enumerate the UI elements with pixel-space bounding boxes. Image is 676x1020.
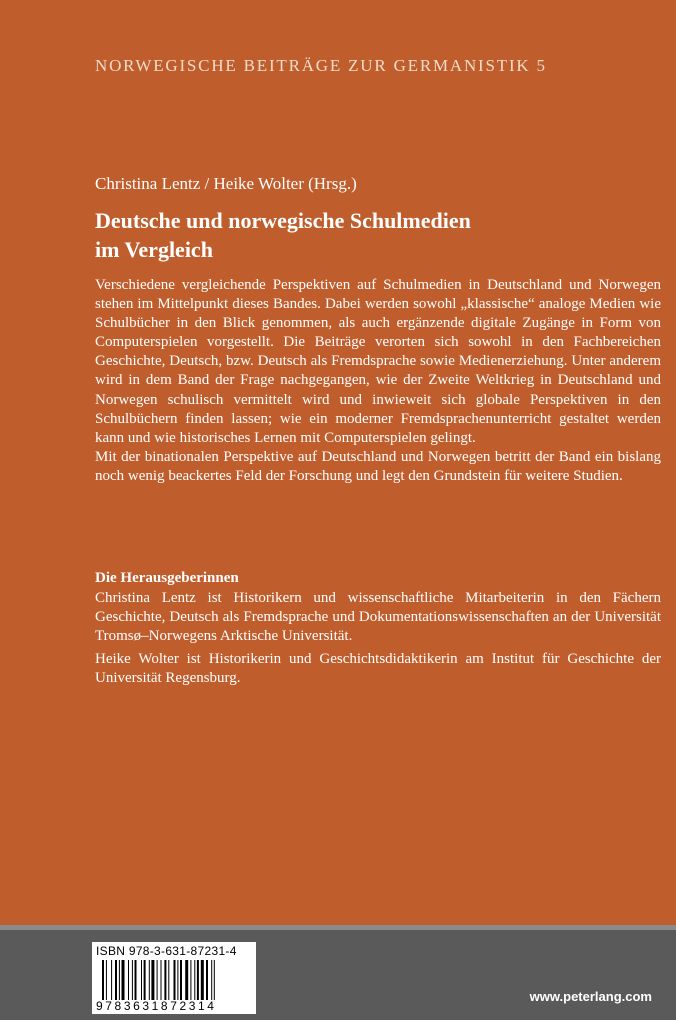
blurb: [95, 276, 661, 486]
blurb-paragraph-1: Verschiedene vergleichende Perspektiven auf Schulmedien in Deutschland und Norwegen stehen im Mittelpunkt dieses Bandes. Dabei werden sowohl „klassische“ analoge Medien wie Schulbücher in den Blick genommen, als auch ergänzende digitale Zugänge in Form von Computerspielen vorgestellt. Die Beiträge verorten sich sowohl in den Fachbereichen Geschichte, Deutsch, bzw. Deutsch als Fremdsprache sowie Medienerziehung. Unter anderem wird in dem Band der Frage nachgegangen, wie der Zweite Weltkrieg in Deutschland und Norwegen schulisch vermittelt wird und inwieweit sich globale Perspektiven in den Schulbüchern finden lassen; wie ein moderner Fremdsprachenunterricht gestaltet werden kann und wie historisches Lernen mit Computerspielen gelingt.: [95, 277, 661, 446]
bio-lentz: Christina Lentz ist Historikern und wissenschaftliche Mitarbeiterin in den Fächern Geschichte, Deutsch als Fremdsprache und Dokumentationswissenschaften an der Universität Tromsø–Norwegens Arktische Universität.: [95, 590, 661, 645]
series-title: NORWEGISCHE BEITRÄGE ZUR GERMANISTIK 5: [95, 56, 547, 75]
bio-heading: Die Herausgeberinnen: [95, 570, 239, 586]
book-title-line-1: Deutsche und norwegische Schulmedien: [95, 208, 471, 233]
isbn-label: ISBN 978-3-631-87231-4: [96, 944, 237, 958]
book-title: [95, 206, 655, 264]
bios: [95, 589, 661, 688]
book-title-line-2: im Vergleich: [95, 237, 213, 262]
bio-wolter: Heike Wolter ist Historikerin und Geschichtsdidaktikerin am Institut für Geschichte der Universität Regensburg.: [95, 651, 661, 687]
barcode-box: [92, 942, 256, 1014]
barcode-icon: [102, 960, 248, 1000]
editors: Christina Lentz / Heike Wolter (Hrsg.): [95, 174, 357, 193]
blurb-paragraph-2: Mit der binationalen Perspektive auf Deutschland und Norwegen betritt der Band ein bislang noch wenig beackertes Feld der Forschung und legt den Grundstein für weitere Studien.: [95, 448, 661, 484]
publisher-url: www.peterlang.com: [529, 989, 652, 1004]
ean-digits: 9783631872314: [96, 999, 217, 1013]
